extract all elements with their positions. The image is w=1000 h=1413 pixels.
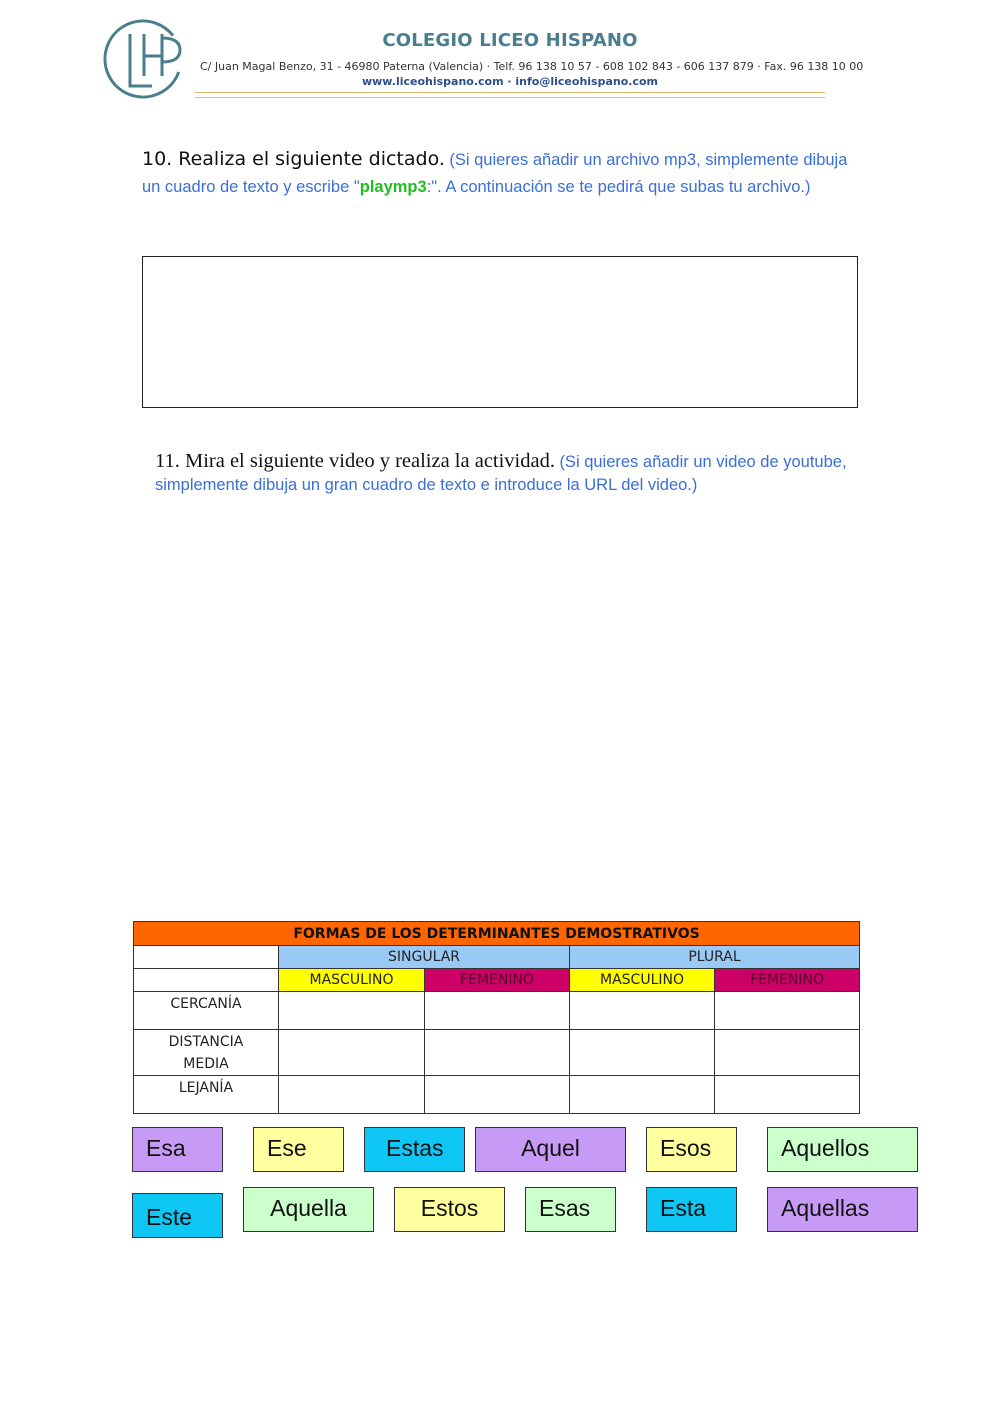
row-label-lejania: LEJANÍA <box>134 1076 279 1114</box>
row-label-cercania: CERCANÍA <box>134 992 279 1030</box>
empty-header-cell <box>134 969 279 992</box>
exercise-10-instructions <box>142 146 862 201</box>
word-tile-esas[interactable]: Esas <box>525 1187 616 1232</box>
drop-cell[interactable] <box>279 992 425 1030</box>
word-tile-aquel[interactable]: Aquel <box>475 1127 626 1172</box>
table-title: FORMAS DE LOS DETERMINANTES DEMOSTRATIVOS <box>134 922 860 946</box>
singular-feminine-header: FEMENINO <box>425 969 570 992</box>
school-address: C/ Juan Magal Benzo, 31 - 46980 Paterna (Valencia) · Telf. 96 138 10 57 - 608 102 843 - 606 137 879 · Fax. 96 138 10 00 <box>200 60 864 73</box>
word-tile-estas[interactable]: Estas <box>364 1127 465 1172</box>
plural-header: PLURAL <box>570 946 860 969</box>
header-rule <box>195 92 825 98</box>
drop-cell[interactable] <box>570 1030 715 1076</box>
school-web: www.liceohispano.com · info@liceohispano.com <box>361 75 658 88</box>
drop-cell[interactable] <box>279 1030 425 1076</box>
drop-cell[interactable] <box>570 1076 715 1114</box>
note-part2: :". A continuación se te pedirá que subas tu archivo.) <box>426 178 811 196</box>
singular-masculine-header: MASCULINO <box>279 969 425 992</box>
plural-feminine-header: FEMENINO <box>715 969 860 992</box>
note-open: ( <box>449 151 455 169</box>
word-tile-ese[interactable]: Ese <box>253 1127 344 1172</box>
drop-cell[interactable] <box>425 1076 570 1114</box>
drop-cell[interactable] <box>425 1030 570 1076</box>
school-logo <box>100 16 186 102</box>
word-tile-esta[interactable]: Esta <box>646 1187 737 1232</box>
word-tile-aquella[interactable]: Aquella <box>243 1187 374 1232</box>
row-label-distancia-media: DISTANCIA MEDIA <box>134 1030 279 1076</box>
drop-cell[interactable] <box>570 992 715 1030</box>
drop-cell[interactable] <box>425 992 570 1030</box>
word-tile-esos[interactable]: Esos <box>646 1127 737 1172</box>
singular-header: SINGULAR <box>279 946 570 969</box>
exercise-11-note: (Si quieres añadir un video de youtube, simplemente dibuja un gran cuadro de texto e introduce la URL del video.) <box>155 453 847 494</box>
word-tile-aquellas[interactable]: Aquellas <box>767 1187 918 1232</box>
school-name: COLEGIO LICEO HISPANO <box>382 30 638 51</box>
drop-cell[interactable] <box>715 992 860 1030</box>
dictation-answer-box[interactable] <box>142 256 858 408</box>
playmp3-keyword: playmp3 <box>359 178 427 196</box>
drop-cell[interactable] <box>279 1076 425 1114</box>
word-tile-aquellos[interactable]: Aquellos <box>767 1127 918 1172</box>
exercise-11-title: 11. Mira el siguiente video y realiza la actividad. <box>155 450 555 472</box>
exercise-10-title: 10. Realiza el siguiente dictado. <box>142 148 445 170</box>
plural-masculine-header: MASCULINO <box>570 969 715 992</box>
word-tile-esa[interactable]: Esa <box>132 1127 223 1172</box>
note-part1: Si quieres añadir un archivo mp3, simplemente dibuja un cuadro de texto y escribe " <box>142 151 848 196</box>
demonstratives-table <box>133 921 860 1114</box>
drop-cell[interactable] <box>715 1030 860 1076</box>
drop-cell[interactable] <box>715 1076 860 1114</box>
exercise-11-instructions <box>155 450 865 497</box>
word-tile-estos[interactable]: Estos <box>394 1187 505 1232</box>
empty-header-cell <box>134 946 279 969</box>
word-tile-este[interactable]: Este <box>132 1193 223 1238</box>
